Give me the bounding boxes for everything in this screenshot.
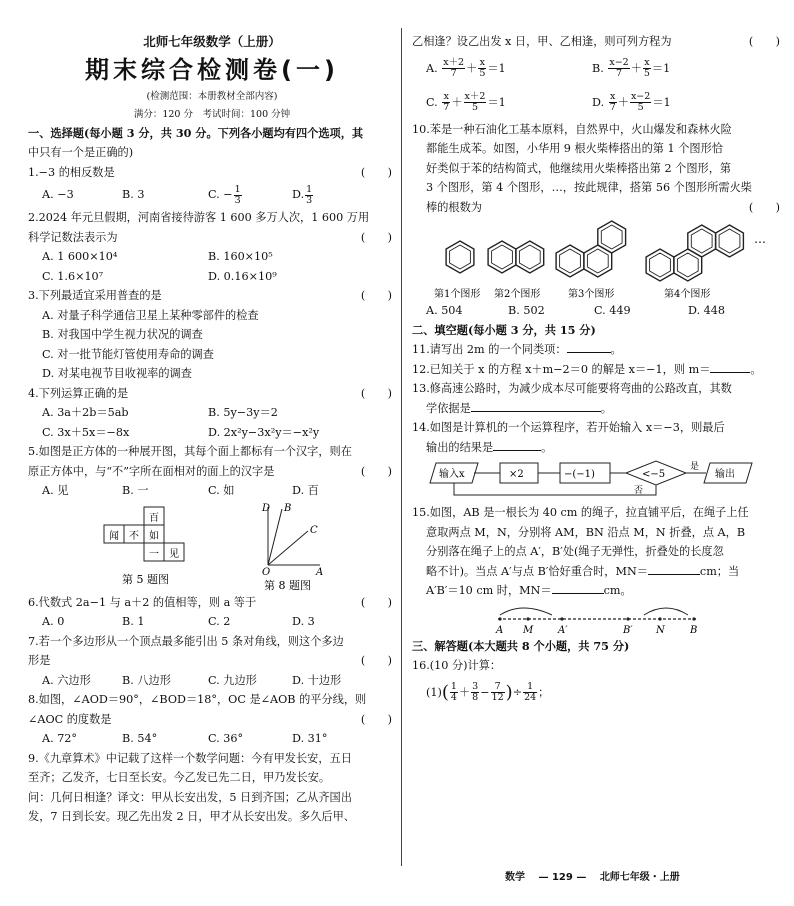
answer-blank[interactable] [710, 360, 750, 373]
answer-paren: ( ) [360, 386, 392, 400]
numerator: x−2 [630, 91, 651, 102]
fraction [464, 92, 487, 113]
q9-line-3: 问：几何日相逢？译文：甲从长安出发，5 日到齐国；乙从齐国出 [28, 790, 352, 804]
q15-text-1b: cm；当 [699, 564, 740, 578]
q8-text: ∠AOC 的度数是 [28, 712, 112, 726]
q1-option-b: B. 3 [122, 188, 145, 202]
plus-sign: ＋ [451, 95, 463, 109]
benzene-fig-1 [446, 241, 474, 273]
caption-fig-2: 第2个图形 [494, 289, 541, 300]
net-face-1: 百 [149, 512, 159, 524]
left-column [28, 0, 396, 827]
fraction [234, 185, 242, 206]
rope-point-B: B [690, 624, 698, 636]
q6-text: 6.代数式 2a−1 与 a＋2 的值相等，则 a 等于 [28, 595, 257, 609]
answer-paren: ( ) [360, 165, 392, 179]
answer-paren: ( ) [360, 712, 392, 726]
denominator: 7 [609, 102, 616, 113]
rope-fold-figure [412, 601, 784, 637]
label-O: O [262, 566, 271, 578]
q1-option-d [292, 185, 314, 206]
q9-option-c-label: C. [426, 95, 438, 109]
q3-option-d: D. 对某电视节目收视率的调查 [42, 367, 192, 380]
flow-output-label: 输出 [715, 469, 735, 480]
plus-sign: ＋ [458, 685, 471, 699]
answer-blank[interactable] [648, 562, 700, 575]
q7-text: 形是 [28, 654, 51, 667]
denominator: 3 [234, 194, 241, 206]
q10-line-4: 3 个图形，第 4 个图形，…，按此规律，搭第 56 个图形所需火柴 [426, 181, 752, 194]
q10-option-b: B. 502 [508, 304, 545, 317]
q8-option-c: C. 36° [208, 732, 244, 745]
numerator: x＋2 [443, 57, 465, 68]
q11 [412, 340, 784, 360]
q1-stem [28, 163, 396, 183]
q13-line-2 [412, 399, 784, 419]
fraction [643, 58, 651, 79]
q4-option-c: C. 3x＋5x＝−8x [42, 425, 130, 439]
divide-sign: ÷ [512, 685, 523, 699]
numerator: 3 [472, 681, 479, 692]
q9-line-4: 发，7 日到长安。现乙先出发 2 日，甲才从长安出发。多久后甲、 [28, 810, 355, 823]
q1-text: 1.−3 的相反数是 [28, 165, 115, 179]
numerator: x−2 [609, 57, 629, 68]
q4-options-ab [28, 403, 396, 423]
answer-paren: ( ) [360, 595, 392, 609]
label-A: A [316, 566, 324, 578]
benzene-pattern-figure [412, 217, 784, 301]
q3-stem [28, 286, 396, 306]
benzene-ellipsis: … [754, 232, 766, 246]
answer-paren: ( ) [360, 464, 392, 478]
q10-line-3: 好类似于苯的结构简式，他继续用火柴棒搭出第 2 个图形，第 [426, 161, 732, 175]
q9-text: 乙相逢？设乙出发 x 日，甲、乙相逢，则可列方程为 [412, 35, 672, 48]
q7-stem-2 [28, 651, 396, 671]
flow-no-label: 否 [634, 486, 644, 496]
q4-option-d: D. 2x²y−3x²y＝−x²y [208, 425, 320, 439]
q9-option-b [592, 58, 670, 79]
q5-stem-1: 5.如图是正方体的一种展开图，其每个面上都标有一个汉字，则在 [28, 445, 352, 458]
book-title: 北师七年级数学（上册） [143, 34, 281, 49]
plus-sign: ＋ [617, 95, 629, 109]
q10-line-5 [412, 198, 784, 218]
numerator: x [610, 91, 616, 102]
denominator: 7 [443, 102, 450, 113]
denominator: 5 [479, 68, 486, 79]
q15-line-2: 意取两点 M，N，分别将 AM，BN 沿点 M，N 折叠，点 A，B [426, 525, 746, 539]
flow-compare: <−5 [642, 469, 666, 480]
score-time: 满分：120 分 考试时间：100 分钟 [133, 108, 291, 120]
plus-sign: ＋ [630, 61, 642, 75]
q11-text: 11.请写出 2m 的一个同类项： [412, 343, 567, 356]
q13-text: 学依据是 [426, 401, 471, 415]
angle-figure [268, 507, 320, 565]
q6-option-c: C. 2 [208, 615, 231, 628]
denominator: 7 [450, 68, 457, 79]
q12-text: 12.已知关于 x 的方程 x＋m−2＝0 的解是 x＝−1，则 m＝ [412, 362, 711, 376]
q7-option-c: C. 九边形 [208, 673, 257, 687]
caption-fig-3: 第3个图形 [568, 289, 615, 300]
q16-stem: 16.(10 分)计算： [412, 659, 502, 672]
plus-sign: ＋ [466, 61, 478, 75]
q1-option-a: A. −3 [42, 188, 74, 202]
denominator: 7 [616, 68, 623, 79]
numerator: x [644, 57, 650, 68]
q7-option-b: B. 八边形 [122, 673, 171, 687]
q10-text: 棒的根数为 [426, 200, 482, 214]
section-1-heading: 一、选择题(每小题 3 分，共 30 分。下列各小题均有四个选项，其 [28, 125, 364, 140]
q2-option-d: D. 0.16×10⁹ [208, 269, 277, 283]
label-B: B [284, 502, 292, 514]
right-column [412, 32, 784, 710]
q10-option-c: C. 449 [594, 304, 631, 317]
net-face-6: 见 [169, 548, 179, 560]
numerator: x [479, 57, 486, 68]
exam-title: 期末综合检测卷(一) [85, 55, 339, 84]
numerator: 1 [523, 682, 537, 693]
q15-text-2: A′B′＝10 cm 时，MN＝ [426, 584, 552, 597]
q14-flowchart [412, 457, 784, 503]
q9-option-d [592, 92, 671, 113]
q3-option-c: C. 对一批节能灯管使用寿命的调查 [42, 347, 214, 361]
q8-figure-caption: 第 8 题图 [264, 578, 311, 592]
section-1-heading-cont: 中只有一个是正确的) [28, 146, 134, 159]
q10-line-2: 都能生成苯。如图，小华用 9 根火柴棒搭出的第 1 个图形恰 [426, 142, 723, 155]
q15-figure [412, 601, 784, 637]
numerator: 1 [306, 183, 313, 195]
exam-scope: (检测范围：本册教材全部内容) [146, 90, 278, 102]
answer-blank[interactable] [567, 340, 611, 353]
q10-options [412, 301, 784, 321]
q4-options-cd [28, 423, 396, 443]
net-face-5: 一 [149, 548, 159, 560]
answer-paren: ( ) [748, 200, 780, 214]
q11-end: 。 [610, 343, 622, 356]
q9-line-1: 9.《九章算术》中记载了这样一个数学问题：今有甲发长安，五日 [28, 751, 352, 765]
minus-sign: − [480, 685, 490, 699]
net-face-3: 不 [129, 530, 139, 542]
q12-end: 。 [750, 362, 762, 376]
q4-option-a: A. 3a＋2b＝5ab [42, 406, 129, 419]
net-face-4: 如 [149, 530, 159, 542]
q14-end: 。 [541, 440, 553, 454]
page-number: — 129 — [538, 872, 587, 883]
column-divider [401, 28, 402, 866]
q5-option-d: D. 百 [292, 484, 319, 497]
q14-line-1: 14.如图是计算机的一个运算程序，若开始输入 x＝−3，则最后 [412, 421, 725, 434]
q3-option-a: A. 对量子科学通信卫星上某种零部件的检查 [42, 308, 259, 322]
fraction [305, 185, 313, 206]
numerator: x [443, 91, 449, 102]
flow-input-label: 输入x [439, 469, 465, 480]
q2-option-c: C. 1.6×10⁷ [42, 269, 104, 283]
denominator: 5 [471, 102, 478, 113]
q13-line-1: 13.修高速公路时，为减少成本尽可能要将弯曲的公路改直，其数 [412, 382, 732, 395]
q5-option-a: A. 见 [42, 484, 69, 497]
q7-stem-1: 7.若一个多边形从一个顶点最多能引出 5 条对角线，则这个多边 [28, 634, 344, 648]
q9-line-5 [412, 32, 784, 52]
rope-point-A: A [496, 624, 504, 636]
q6-options [28, 612, 396, 632]
fraction [442, 58, 465, 79]
q15-text-1: 略不计)。当点 A′与点 B′恰好重合时，MN＝ [426, 564, 648, 578]
q8-stem-1: 8.如图，∠AOD＝90°，∠BOD＝18°，OC 是∠AOB 的平分线，则 [28, 693, 367, 706]
q9-option-b-label: B. [592, 61, 604, 75]
flow-times-two: ×2 [509, 469, 524, 480]
q8-options [28, 729, 396, 749]
denominator: 24 [524, 692, 537, 703]
fraction [523, 682, 537, 703]
q9-option-d-label: D. [592, 95, 605, 109]
rope-point-A-prime: A′ [558, 624, 568, 636]
q4-option-b: B. 5y−3y＝2 [208, 406, 278, 419]
q9-options-ab [412, 52, 784, 86]
q14-line-2 [412, 438, 784, 458]
q6-option-d: D. 3 [292, 615, 315, 628]
q15-line-4 [412, 562, 784, 582]
caption-fig-4: 第4个图形 [664, 289, 711, 300]
flow-yes-label: 是 [690, 462, 700, 472]
rope-point-N: N [656, 624, 665, 636]
equals-one: ＝1 [651, 61, 671, 75]
q5-text: 原正方体中，与“不”字所在面相对的面上的汉字是 [28, 464, 275, 478]
q2-options-cd [28, 267, 396, 287]
footer-subject: 数学 [505, 872, 525, 883]
q1-option-c [208, 185, 292, 206]
benzene-fig-3 [556, 221, 626, 277]
benzene-figures [412, 217, 784, 301]
q6-option-b: B. 1 [122, 615, 145, 628]
denominator: 5 [637, 102, 644, 113]
q14-text: 输出的结果是 [426, 440, 494, 454]
numerator: 7 [491, 682, 505, 693]
q5-option-b: B. 一 [122, 484, 149, 497]
numerator: 1 [234, 183, 241, 195]
q15-line-1: 15.如图，AB 是一根长为 40 cm 的绳子，拉直铺平后，在绳子上任 [412, 506, 749, 519]
q5-options [28, 481, 396, 501]
equals-one: ＝1 [487, 61, 506, 75]
fraction [478, 58, 486, 79]
q3-text: 3.下列最适宜采用普查的是 [28, 289, 162, 302]
answer-blank[interactable] [471, 399, 601, 412]
q16-part-label: (1) [426, 685, 442, 699]
fraction [442, 92, 450, 113]
left-paren: ( [441, 681, 449, 703]
fraction [630, 92, 651, 113]
q15-line-5 [412, 581, 784, 601]
q1-option-c-label: C. − [208, 188, 233, 201]
q16-end: ； [538, 685, 550, 699]
q12 [412, 360, 784, 380]
fraction [609, 92, 617, 113]
q10-option-a: A. 504 [426, 304, 463, 317]
denominator: 12 [491, 692, 504, 703]
answer-paren: ( ) [360, 230, 392, 244]
label-D: D [262, 502, 271, 514]
cube-net-and-angle-figures [28, 501, 396, 593]
net-face-2: 闻 [109, 530, 119, 542]
q15-line-3: 分别落在绳子上的点 A′，B′处(绳子无弹性，折叠处的长度忽 [426, 545, 724, 558]
q3-option-b: B. 对我国中学生视力状况的调查 [42, 328, 203, 341]
answer-blank[interactable] [552, 581, 604, 594]
right-paren: ) [505, 681, 513, 703]
q2-text: 科学记数法表示为 [28, 230, 118, 244]
fraction [491, 682, 505, 703]
equals-one: ＝1 [487, 95, 506, 109]
page-footer [505, 868, 680, 883]
q5-q8-figures [28, 501, 396, 593]
section-3-heading: 三、解答题(本大题共 8 个小题，共 75 分) [412, 638, 630, 653]
q6-option-a: A. 0 [42, 615, 65, 628]
q2-option-b: B. 160×10⁵ [208, 250, 273, 263]
q5-figure-caption: 第 5 题图 [122, 572, 169, 586]
caption-fig-1: 第1个图形 [434, 289, 481, 300]
q9-options-cd [412, 86, 784, 120]
answer-paren: ( ) [360, 289, 392, 302]
answer-paren: ( ) [360, 654, 392, 667]
rope-point-M: M [523, 624, 534, 636]
q4-text: 4.下列运算正确的是 [28, 386, 129, 400]
q9-option-a-label: A. [426, 61, 438, 75]
answer-paren: ( ) [748, 35, 780, 48]
q16-part-1 [412, 676, 784, 710]
q10-option-d: D. 448 [688, 304, 726, 317]
rope-point-B-prime: B′ [623, 624, 633, 636]
benzene-fig-4 [646, 225, 743, 281]
fraction [450, 682, 458, 703]
q2-option-a: A. 1 600×10⁴ [42, 250, 118, 263]
q10-line-1: 10.苯是一种石油化工基本原料，自然界中，火山爆发和森林火险 [412, 122, 732, 136]
q9-option-a [426, 58, 592, 79]
footer-book: 北师七年级・上册 [599, 872, 680, 883]
label-C: C [310, 524, 318, 536]
q2-options-ab [28, 247, 396, 267]
q6-stem [28, 593, 396, 613]
q2-stem-2 [28, 228, 396, 248]
q8-option-a: A. 72° [42, 732, 78, 745]
numerator: x＋2 [464, 91, 486, 102]
q15-text-2b: cm。 [603, 584, 632, 597]
section-2-heading: 二、填空题(每小题 3 分，共 15 分) [412, 322, 596, 337]
q8-option-d: D. 31° [292, 732, 328, 745]
denominator: 8 [472, 692, 479, 703]
fraction [608, 58, 629, 79]
q9-option-c [426, 92, 592, 113]
q7-options [28, 671, 396, 691]
equals-one: ＝1 [652, 95, 671, 109]
q7-option-a: A. 六边形 [42, 673, 91, 687]
q1-option-d-label: D. [292, 188, 305, 201]
q9-line-2: 至齐；乙发齐，七日至长安。今乙发已先二日，甲乃发长安。 [28, 771, 331, 784]
q2-stem-1: 2.2024 年元旦假期，河南省接待游客 1 600 多万人次，1 600 万用 [28, 211, 370, 224]
denominator: 4 [450, 692, 457, 703]
flow-minus-neg-one: −(−1) [564, 469, 595, 480]
q4-stem [28, 384, 396, 404]
denominator: 5 [643, 68, 650, 79]
q8-option-b: B. 54° [122, 732, 158, 745]
answer-blank[interactable] [493, 438, 541, 451]
q13-end: 。 [600, 401, 612, 415]
fraction [471, 682, 479, 703]
q5-stem-2 [28, 462, 396, 482]
q5-option-c: C. 如 [208, 484, 235, 497]
benzene-fig-2 [488, 241, 544, 273]
numerator: 1 [450, 681, 457, 692]
q8-stem-2 [28, 710, 396, 730]
q7-option-d: D. 十边形 [292, 673, 342, 687]
denominator: 3 [306, 194, 313, 206]
q1-options [28, 182, 396, 208]
program-flowchart [412, 457, 784, 503]
